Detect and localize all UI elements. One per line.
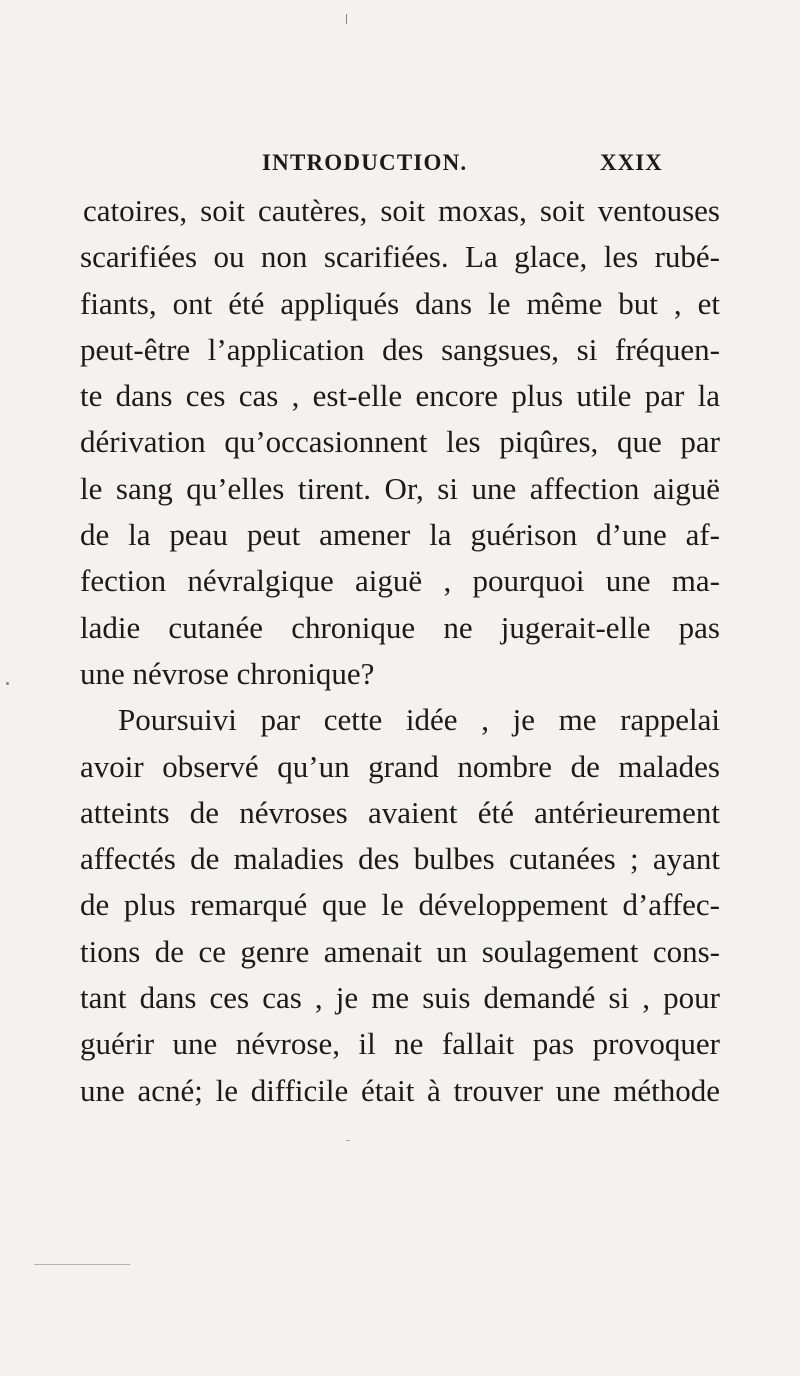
text-line: te dans ces cas , est-elle encore plus utile par la	[80, 378, 720, 414]
text-line: une névrose chronique?	[80, 655, 375, 691]
text-line: avoir observé qu’un grand nombre de malades	[80, 748, 720, 784]
text-line: dérivation qu’occasionnent les piqûres, que par	[80, 424, 720, 460]
text-line: de la peau peut amener la guérison d’une af-	[80, 517, 720, 553]
text-line: tant dans ces cas , je me suis demandé si , pour	[80, 980, 720, 1016]
text-line: fiants, ont été appliqués dans le même but , et	[80, 285, 720, 321]
paper-speck	[34, 1264, 130, 1265]
text-line: catoires, soit cautères, soit moxas, soit ventouses	[83, 193, 720, 228]
text-line: guérir une névrose, il ne fallait pas provoquer	[80, 1026, 720, 1062]
running-head	[0, 150, 800, 180]
text-line: le sang qu’elles tirent. Or, si une affection aiguë	[80, 470, 720, 506]
running-head-title: INTRODUCTION.	[262, 150, 468, 175]
text-line: tions de ce genre amenait un soulagement cons-	[80, 933, 720, 969]
text-line: fection névralgique aiguë , pourquoi une ma-	[80, 563, 720, 599]
text-line: ladie cutanée chronique ne jugerait-elle pas	[80, 609, 720, 645]
text-line: de plus remarqué que le développement d’affec-	[80, 887, 720, 923]
paper-speck	[346, 1140, 350, 1141]
paper-speck	[346, 14, 347, 24]
body-text	[80, 191, 720, 1117]
text-line: peut-être l’application des sangsues, si fréquen-	[80, 331, 720, 367]
text-line: scarifiées ou non scarifiées. La glace, les rubé-	[80, 239, 720, 275]
paragraph-start-line: Poursuivi par cette idée , je me rappelai	[118, 702, 720, 738]
page-number: XXIX	[600, 150, 663, 175]
text-line: une acné; le difficile était à trouver une méthode	[80, 1072, 720, 1108]
paper-speck	[6, 682, 9, 685]
text-line: affectés de maladies des bulbes cutanées ; ayant	[80, 841, 720, 877]
text-line: atteints de névroses avaient été antérieurement	[80, 794, 720, 830]
